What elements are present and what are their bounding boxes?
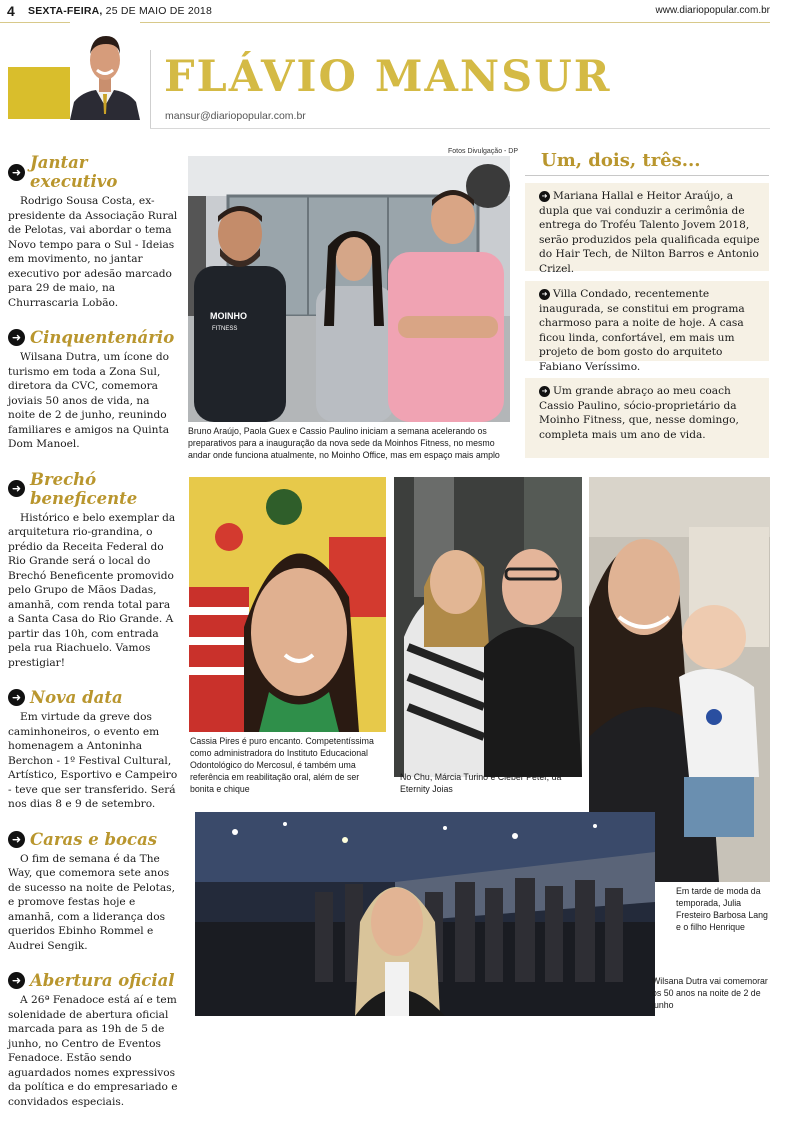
- columnist-portrait: [70, 22, 140, 120]
- item-title: Nova data: [30, 688, 123, 707]
- section-title: Um, dois, três...: [541, 150, 701, 171]
- left-column: [8, 153, 178, 1127]
- item-body: Wilsana Dutra, um ícone do turismo em toda a Zona Sul, diretora da CVC, comemora joviais 50 anos de vida, na noite de 2 de junho, reunindo familiares e amigos na Quinta Dom Manoel.: [8, 351, 170, 450]
- shirt-text: MOINHO: [210, 311, 247, 321]
- arrow-circle-icon: ➜: [8, 831, 25, 848]
- gym-photo: [188, 156, 510, 422]
- arrow-circle-icon: ➜: [8, 480, 25, 497]
- item-body: O fim de semana é da The Way, que comemora sete anos de sucesso na noite de Pelotas, e promove festas hoje e amanhã, com a liderança dos queridos Ebinho Rommel e Audrei Sengik.: [8, 852, 175, 952]
- news-item: [8, 971, 178, 1109]
- title-rule: [150, 128, 770, 129]
- column-title: FLÁVIO MANSUR: [164, 52, 612, 102]
- columnist-email[interactable]: mansur@diariopopular.com.br: [165, 110, 306, 122]
- weekday: SEXTA-FEIRA,: [28, 5, 103, 17]
- arrow-circle-icon: ➜: [8, 972, 25, 989]
- item-body: Em virtude da greve dos caminhoneiros, o evento em homenagem a Antoninha Berchon - 1º Festival Cultural, Artístico, Esportivo e Campeiro - teve que ser transferido. Será nos dias 8 e 9 de setembro.: [8, 711, 178, 810]
- item-title: Abertura oficial: [30, 971, 175, 990]
- quick-note: [525, 281, 769, 373]
- item-body: Rodrigo Sousa Costa, ex-presidente da Associação Rural de Pelotas, vai abordar o tema Novo tempo para o Sul - Ideias em movimento, no jantar executivo por adesão marcado para 29 de maio, na Churrascaria Lobão.: [8, 195, 178, 309]
- news-item: [8, 470, 178, 671]
- news-item: [8, 328, 178, 452]
- photo-credit: Fotos Divulgação - DP: [448, 148, 519, 155]
- website-link[interactable]: www.diariopopular.com.br: [655, 5, 770, 16]
- shirt-text-2: FITNESS: [212, 326, 238, 332]
- news-item: [8, 830, 178, 954]
- news-item: [8, 153, 178, 310]
- header-divider: [150, 50, 151, 128]
- quick-note: [525, 183, 769, 275]
- note-text: Mariana Hallal e Heitor Araújo, a dupla que vai conduzir a cerimônia de entrega do Troféu Talento Jovem 2018, serão produzidos pela qualificada equipe do Hair Tech, de Nilton Barros e Antonio Crizel.: [539, 190, 760, 275]
- item-title: Brechó beneficente: [30, 469, 138, 508]
- wilsana-photo: [195, 812, 655, 1016]
- arrow-circle-icon: ➜: [539, 191, 550, 202]
- arrow-circle-icon: ➜: [8, 164, 25, 181]
- item-title: Cinquentenário: [30, 328, 175, 347]
- note-text: Um grande abraço ao meu coach Cassio Paulino, sócio-proprietário da Moinho Fitness, que, nesse domingo, completa mais um ano de vida.: [539, 385, 739, 441]
- cassia-photo: [189, 477, 386, 732]
- cassia-caption: Cassia Pires é puro encanto. Competentíssima como administradora do Instituto Educacional Odontológico do Mercosul, é também uma referência em reabilitação oral, além de ser bonita e chique: [190, 736, 374, 794]
- wilsana-caption: Wilsana Dutra vai comemorar os 50 anos na noite de 2 de junho: [652, 976, 768, 1010]
- chu-photo: [394, 477, 582, 777]
- julia-caption: Em tarde de moda da temporada, Julia Fresteiro Barbosa Lang e o filho Henrique: [676, 886, 768, 932]
- item-body: Histórico e belo exemplar da arquitetura rio-grandina, o prédio da Receita Federal do Rio Grande será o local do Brechó Beneficente promovido pelo Grupo de Mãos Dadas, amanhã, com renda total para a Santa Casa do Rio Grande. A partir das 10h, com entrada pela rua Riachuelo. Vamos prestigiar!: [8, 511, 176, 669]
- section-rule: [525, 175, 769, 176]
- issue-date: [28, 5, 212, 17]
- date-text: 25 DE MAIO DE 2018: [102, 5, 212, 17]
- news-item: [8, 688, 178, 812]
- arrow-circle-icon: ➜: [8, 689, 25, 706]
- arrow-circle-icon: ➜: [539, 289, 550, 300]
- item-body: A 26ª Fenadoce está aí e tem solenidade de abertura oficial marcada para as 19h de 5 de junho, no Centro de Eventos Fenadoce. Estão sendo aguardados nomes expressivos da política e do empresariado e convidados especiais.: [8, 994, 178, 1108]
- arrow-circle-icon: ➜: [539, 386, 550, 397]
- item-title: Caras e bocas: [30, 829, 158, 849]
- item-title: Jantar executivo: [30, 153, 118, 191]
- arrow-circle-icon: ➜: [8, 329, 25, 346]
- chu-caption: No Chu, Márcia Turino e Cleber Peter, da Eternity Joias: [400, 772, 562, 794]
- note-text: Villa Condado, recentemente inaugurada, se constitui em programa charmoso para a noite de hoje. A casa ficou linda, confortável, em mais um projeto de bom gosto do arquiteto Fabiano Veríssimo.: [539, 288, 745, 373]
- quick-note: [525, 378, 769, 458]
- page-number: 4: [7, 3, 15, 19]
- gym-caption: Bruno Araújo, Paola Guex e Cassio Paulino iniciam a semana acelerando os preparativos para a inauguração da nova sede da Moinhos Fitness, no mesmo andar onde funciona atualmente, no Moinho Office, mas em espaço mais amplo: [188, 426, 500, 460]
